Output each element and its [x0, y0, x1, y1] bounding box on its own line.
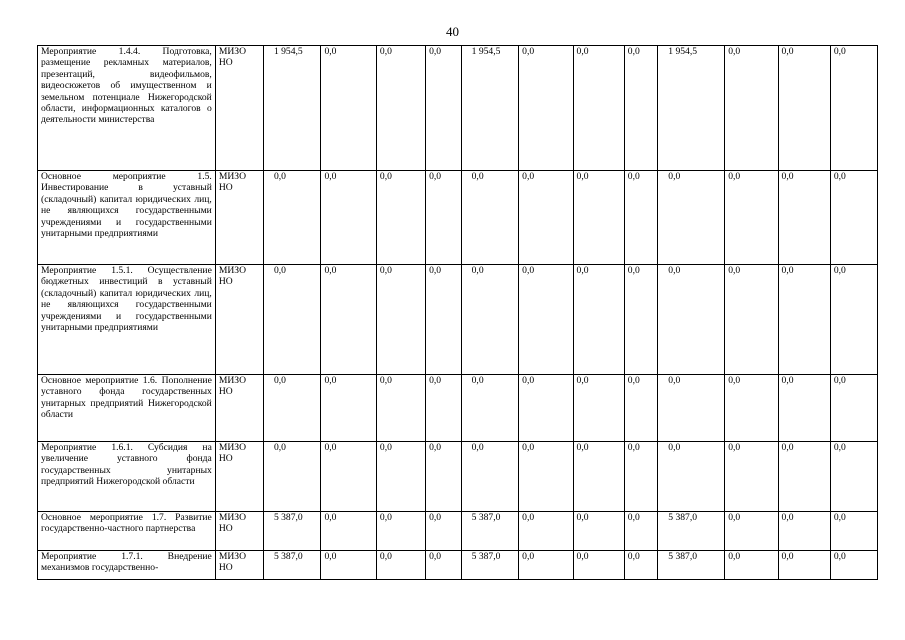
row-value: 0,0 [778, 512, 830, 551]
row-value: 0,0 [830, 442, 877, 512]
row-value: 0,0 [778, 442, 830, 512]
row-value: 0,0 [519, 551, 573, 580]
row-value: 1 954,5 [461, 46, 519, 171]
row-value: 0,0 [263, 265, 321, 375]
budget-table [37, 45, 878, 580]
row-value: 0,0 [778, 265, 830, 375]
row-value: 0,0 [519, 171, 573, 265]
table-row [38, 265, 878, 375]
row-value: 0,0 [725, 265, 778, 375]
table-row [38, 512, 878, 551]
row-value: 0,0 [624, 265, 657, 375]
row-value: 0,0 [321, 512, 376, 551]
table-row [38, 46, 878, 171]
row-value: 0,0 [376, 375, 425, 442]
row-value: 0,0 [725, 171, 778, 265]
row-value: 0,0 [519, 46, 573, 171]
row-value: 0,0 [725, 551, 778, 580]
row-value: 5 387,0 [658, 512, 725, 551]
row-value: 1 954,5 [263, 46, 321, 171]
row-value: 0,0 [573, 442, 624, 512]
table-row [38, 551, 878, 580]
row-value: 0,0 [461, 171, 519, 265]
row-value: 0,0 [830, 512, 877, 551]
row-value: 5 387,0 [263, 512, 321, 551]
row-value: 0,0 [624, 512, 657, 551]
row-value: 0,0 [658, 171, 725, 265]
row-value: 0,0 [830, 46, 877, 171]
row-value: 0,0 [624, 551, 657, 580]
row-value: 0,0 [725, 512, 778, 551]
row-value: 5 387,0 [658, 551, 725, 580]
row-value: 0,0 [778, 551, 830, 580]
row-value: 0,0 [658, 265, 725, 375]
row-value: 0,0 [573, 375, 624, 442]
row-name: Основное мероприятие 1.6. Пополнение уставного фонда государственных унитарных предприятий Нижегородской области [38, 375, 216, 442]
row-executor: МИЗО НО [215, 46, 263, 171]
row-value: 0,0 [658, 375, 725, 442]
row-value: 5 387,0 [461, 551, 519, 580]
row-value: 0,0 [321, 171, 376, 265]
row-value: 0,0 [321, 551, 376, 580]
row-value: 0,0 [573, 46, 624, 171]
row-value: 0,0 [778, 46, 830, 171]
row-value: 0,0 [573, 265, 624, 375]
row-value: 0,0 [461, 442, 519, 512]
row-name: Мероприятие 1.4.4. Подготовка, размещение рекламных материалов, презентаций, видеофильмов, видеосюжетов об имущественном и земельном потенциале Нижегородской области, информационных каталогов о деятельности министерства [38, 46, 216, 171]
row-value: 0,0 [321, 265, 376, 375]
row-executor: МИЗО НО [215, 171, 263, 265]
row-value: 0,0 [263, 375, 321, 442]
row-name: Мероприятие 1.7.1. Внедрение механизмов государственно- [38, 551, 216, 580]
row-value: 0,0 [624, 171, 657, 265]
row-value: 0,0 [624, 375, 657, 442]
row-value: 0,0 [519, 512, 573, 551]
row-value: 0,0 [725, 442, 778, 512]
row-name: Основное мероприятие 1.5. Инвестирование в уставный (складочный) капитал юридических лиц, не являющихся государственными учреждениями и государственными унитарными предприятиями [38, 171, 216, 265]
row-value: 0,0 [830, 375, 877, 442]
table-body [38, 46, 878, 580]
row-name: Мероприятие 1.5.1. Осуществление бюджетных инвестиций в уставный (складочный) капитал юридических лиц, не являющихся государственными учреждениями и государственными унитарными предприятиями [38, 265, 216, 375]
row-executor: МИЗО НО [215, 375, 263, 442]
row-value: 0,0 [573, 512, 624, 551]
row-value: 1 954,5 [658, 46, 725, 171]
row-value: 0,0 [725, 46, 778, 171]
row-value: 0,0 [573, 551, 624, 580]
row-value: 0,0 [461, 265, 519, 375]
row-executor: МИЗО НО [215, 442, 263, 512]
row-value: 0,0 [376, 512, 425, 551]
row-value: 0,0 [830, 171, 877, 265]
row-value: 0,0 [263, 171, 321, 265]
row-value: 0,0 [830, 265, 877, 375]
row-value: 0,0 [321, 442, 376, 512]
row-value: 0,0 [376, 265, 425, 375]
row-value: 0,0 [426, 551, 462, 580]
row-value: 0,0 [426, 375, 462, 442]
row-value: 0,0 [376, 46, 425, 171]
row-value: 0,0 [573, 171, 624, 265]
row-value: 0,0 [426, 171, 462, 265]
table-row [38, 171, 878, 265]
row-name: Мероприятие 1.6.1. Субсидия на увеличение уставного фонда государственных унитарных предприятий Нижегородской области [38, 442, 216, 512]
row-value: 0,0 [321, 46, 376, 171]
row-value: 0,0 [519, 375, 573, 442]
table-row [38, 442, 878, 512]
row-value: 0,0 [426, 265, 462, 375]
row-value: 0,0 [461, 375, 519, 442]
row-name: Основное мероприятие 1.7. Развитие государственно-частного партнерства [38, 512, 216, 551]
row-value: 0,0 [426, 512, 462, 551]
row-value: 0,0 [321, 375, 376, 442]
row-value: 0,0 [426, 442, 462, 512]
row-executor: МИЗО НО [215, 551, 263, 580]
row-value: 5 387,0 [263, 551, 321, 580]
row-value: 0,0 [376, 171, 425, 265]
row-value: 5 387,0 [461, 512, 519, 551]
row-value: 0,0 [376, 551, 425, 580]
row-value: 0,0 [519, 265, 573, 375]
row-value: 0,0 [426, 46, 462, 171]
row-value: 0,0 [624, 46, 657, 171]
row-value: 0,0 [778, 375, 830, 442]
row-value: 0,0 [830, 551, 877, 580]
row-value: 0,0 [263, 442, 321, 512]
row-value: 0,0 [376, 442, 425, 512]
row-value: 0,0 [624, 442, 657, 512]
row-value: 0,0 [658, 442, 725, 512]
table-row [38, 375, 878, 442]
row-value: 0,0 [778, 171, 830, 265]
row-executor: МИЗО НО [215, 265, 263, 375]
row-executor: МИЗО НО [215, 512, 263, 551]
page-number: 40 [446, 24, 459, 39]
row-value: 0,0 [519, 442, 573, 512]
row-value: 0,0 [725, 375, 778, 442]
